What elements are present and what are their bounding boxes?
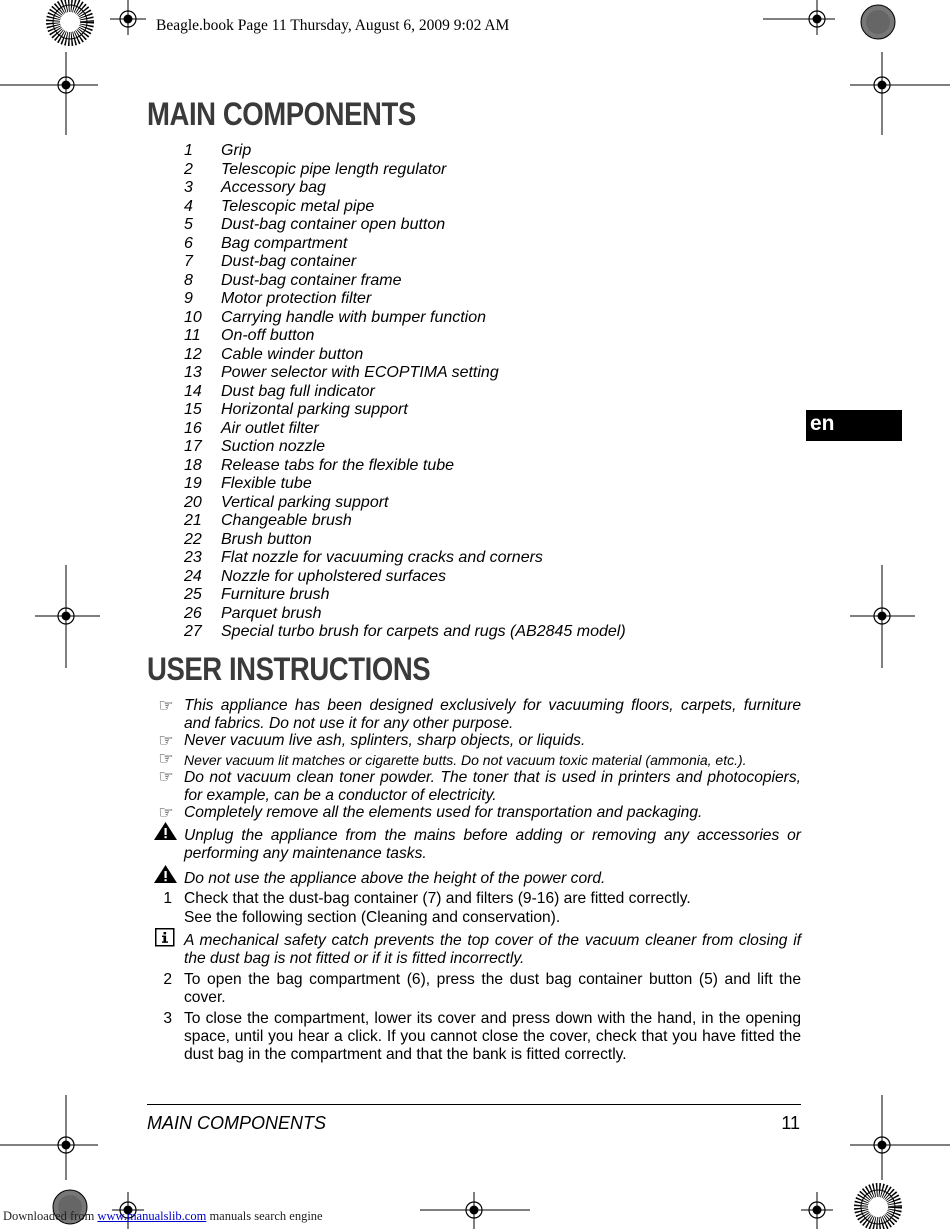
component-number: 4 <box>184 197 193 215</box>
component-number: 8 <box>184 271 193 289</box>
component-number: 9 <box>184 290 193 307</box>
component-number: 11 <box>184 327 201 344</box>
component-number: 25 <box>184 586 202 603</box>
component-item <box>184 420 319 439</box>
component-label: Changeable brush <box>221 512 352 529</box>
component-label: Carrying handle with bumper function <box>221 308 487 326</box>
pointing-hand-icon: ☞ <box>158 696 174 715</box>
user-instructions-heading: USER INSTRUCTIONS <box>147 651 431 687</box>
component-item <box>184 327 314 346</box>
step-number: 3 <box>163 1010 172 1027</box>
component-item <box>184 623 626 642</box>
component-label: Nozzle for upholstered surfaces <box>221 567 446 585</box>
component-number: 22 <box>184 530 202 548</box>
component-label: Dust-bag container open button <box>221 216 446 233</box>
component-label: Dust bag full indicator <box>221 382 375 400</box>
download-source-line <box>3 1209 323 1224</box>
warning-triangle-icon <box>153 864 178 884</box>
component-item <box>184 235 347 254</box>
component-item <box>184 290 371 309</box>
component-label: Cable winder button <box>221 345 364 363</box>
footer-rule <box>147 1104 801 1105</box>
pointing-hand-icon: ☞ <box>158 731 174 750</box>
component-number: 24 <box>184 567 202 585</box>
print-header: Beagle.book Page 11 Thursday, August 6, 2009 9:02 AM <box>156 17 510 34</box>
component-item <box>184 457 454 476</box>
component-item <box>184 179 326 198</box>
component-label: Air outlet filter <box>221 419 319 437</box>
component-number: 13 <box>184 364 202 381</box>
component-label: Brush button <box>221 530 312 548</box>
warning-text: Do not use the appliance above the height of the power cord. <box>184 870 606 887</box>
component-item <box>184 586 330 605</box>
component-label: On-off button <box>221 327 315 344</box>
step-number: 2 <box>163 971 172 988</box>
component-number: 20 <box>184 493 202 511</box>
pointing-hand-icon: ☞ <box>158 803 174 822</box>
component-item <box>184 494 389 513</box>
component-number: 18 <box>184 456 202 474</box>
instruction-bullet: Never vacuum lit matches or cigarette butts. Do not vacuum toxic material (ammonia, etc.). <box>184 752 747 768</box>
component-label: Grip <box>221 142 252 159</box>
component-item <box>184 253 356 272</box>
component-number: 3 <box>184 179 193 196</box>
pointing-hand-icon: ☞ <box>158 749 174 768</box>
component-item <box>184 364 499 383</box>
pointing-hand-icon: ☞ <box>158 767 174 786</box>
component-label: Dust-bag container <box>221 253 357 270</box>
component-number: 21 <box>184 512 202 529</box>
component-number: 2 <box>184 160 193 178</box>
info-text: A mechanical safety catch prevents the top cover of the vacuum cleaner from closing if the dust bag is not fitted or if it is fitted incorrectly. <box>184 932 801 967</box>
component-label: Power selector with ECOPTIMA setting <box>221 364 499 381</box>
component-number: 5 <box>184 216 193 233</box>
component-item <box>184 401 408 420</box>
component-number: 26 <box>184 604 202 622</box>
component-item <box>184 216 445 235</box>
component-number: 14 <box>184 382 202 400</box>
step-number: 1 <box>163 890 172 907</box>
component-label: Telescopic metal pipe <box>221 197 375 215</box>
component-item <box>184 272 402 291</box>
instruction-bullet: Do not vacuum clean toner powder. The toner that is used in printers and photocopiers, for example, can be a conductor of electricity. <box>184 769 801 804</box>
step-text: To close the compartment, lower its cover and press down with the hand, in the opening space, until you hear a click. If you cannot close the cover, check that you have fitted the dust bag in the compartment and that the bank is fitted correctly. <box>184 1010 801 1063</box>
component-number: 23 <box>184 549 202 566</box>
download-prefix: Downloaded from <box>3 1209 98 1223</box>
component-label: Release tabs for the flexible tube <box>221 456 455 474</box>
warning-text: Unplug the appliance from the mains before adding or removing any accessories or performing any maintenance tasks. <box>184 827 801 862</box>
info-icon <box>155 928 175 947</box>
component-number: 27 <box>184 623 202 640</box>
component-item <box>184 142 251 161</box>
component-item <box>184 161 446 180</box>
language-tab: en <box>806 410 902 441</box>
instruction-bullet: Completely remove all the elements used for transportation and packaging. <box>184 804 703 821</box>
component-item <box>184 383 375 402</box>
main-components-heading: MAIN COMPONENTS <box>147 96 416 132</box>
component-label: Horizontal parking support <box>221 401 408 418</box>
step-text: See the following section (Cleaning and conservation). <box>184 909 561 926</box>
component-label: Dust-bag container frame <box>221 271 402 289</box>
download-suffix: manuals search engine <box>206 1209 323 1223</box>
component-label: Flat nozzle for vacuuming cracks and corners <box>221 549 543 566</box>
component-label: Suction nozzle <box>221 438 326 455</box>
component-number: 6 <box>184 234 193 252</box>
step-text: Check that the dust-bag container (7) and filters (9-16) are fitted correctly. <box>184 890 691 907</box>
component-number: 12 <box>184 345 202 363</box>
instruction-bullet: Never vacuum live ash, splinters, sharp objects, or liquids. <box>184 732 586 749</box>
component-label: Bag compartment <box>221 234 348 252</box>
component-number: 15 <box>184 401 202 418</box>
component-number: 19 <box>184 475 202 492</box>
component-label: Accessory bag <box>221 179 326 196</box>
component-item <box>184 605 322 624</box>
component-item <box>184 531 312 550</box>
component-label: Vertical parking support <box>221 493 389 511</box>
component-number: 7 <box>184 253 193 270</box>
component-item <box>184 512 352 531</box>
component-item <box>184 309 486 328</box>
manualslib-link[interactable]: www.manualslib.com <box>97 1209 207 1223</box>
component-number: 16 <box>184 419 202 437</box>
component-item <box>184 568 446 587</box>
component-item <box>184 475 312 494</box>
component-number: 1 <box>184 142 193 159</box>
component-label: Motor protection filter <box>221 290 372 307</box>
component-label: Parquet brush <box>221 604 322 622</box>
warning-triangle-icon <box>153 821 178 841</box>
component-label: Special turbo brush for carpets and rugs (AB2845 model) <box>221 623 626 640</box>
component-label: Flexible tube <box>221 475 312 492</box>
footer-title: MAIN COMPONENTS <box>147 1113 327 1133</box>
instruction-bullet: This appliance has been designed exclusively for vacuuming floors, carpets, furniture and fabrics. Do not use it for any other purpose. <box>184 697 801 732</box>
component-label: Telescopic pipe length regulator <box>221 160 447 178</box>
component-number: 10 <box>184 308 202 326</box>
component-item <box>184 438 325 457</box>
component-item <box>184 198 374 217</box>
component-label: Furniture brush <box>221 586 330 603</box>
page-number: 11 <box>781 1113 800 1133</box>
component-number: 17 <box>184 438 202 455</box>
component-item <box>184 549 543 568</box>
step-text: To open the bag compartment (6), press the dust bag container button (5) and lift the cover. <box>184 971 801 1006</box>
component-item <box>184 346 363 365</box>
